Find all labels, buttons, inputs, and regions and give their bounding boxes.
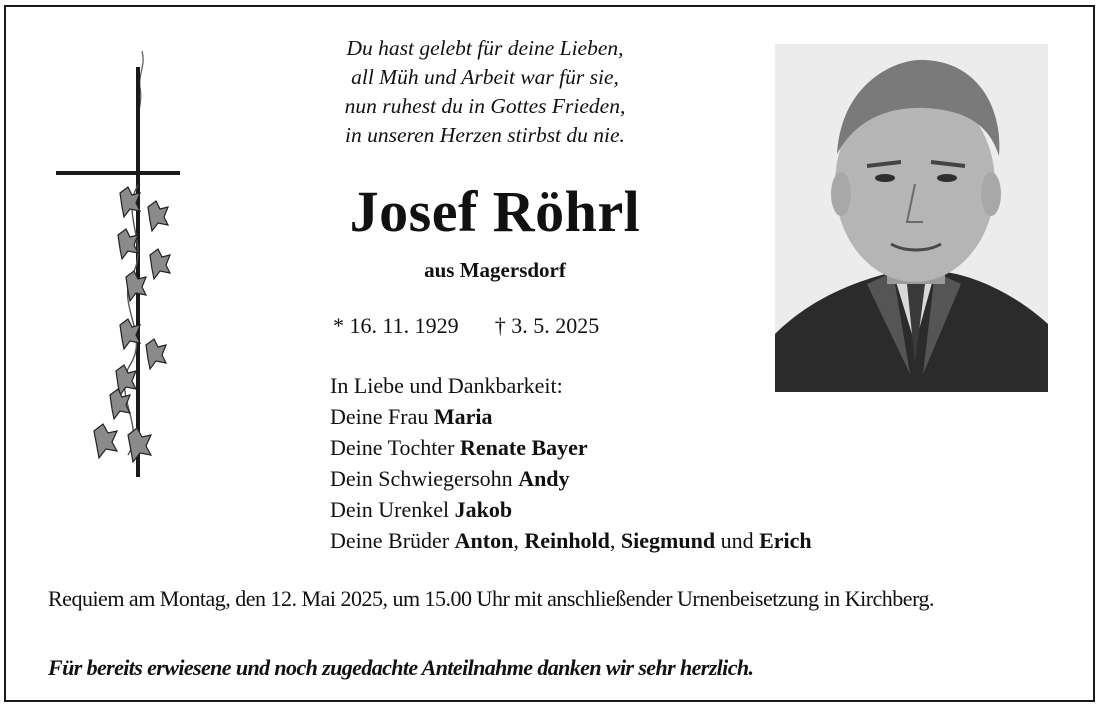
mourners-list — [330, 370, 812, 556]
mourner-great-grandson: Dein Urenkel Jakob — [330, 497, 513, 522]
death-date: † 3. 5. 2025 — [494, 313, 600, 338]
poem — [270, 34, 700, 150]
mourners-intro: In Liebe und Dankbarkeit: — [330, 373, 563, 398]
mourner-daughter: Deine Tochter Renate Bayer — [330, 435, 588, 460]
poem-line: nun ruhest du in Gottes Frieden, — [344, 94, 626, 118]
mourner-name: Siegmund — [620, 528, 716, 553]
life-dates — [333, 312, 599, 340]
mourner-name: Anton — [454, 528, 514, 553]
mourner-name: Renate Bayer — [460, 435, 588, 460]
poem-line: Du hast gelebt für deine Lieben, — [346, 36, 624, 60]
mourner-name: Andy — [518, 466, 570, 491]
portrait-photo — [775, 44, 1048, 392]
mourner-wife: Deine Frau Maria — [330, 404, 493, 429]
mourner-name: Jakob — [454, 497, 513, 522]
mourner-name: Maria — [433, 404, 493, 429]
mourner-brothers: Deine Brüder Anton, Reinhold, Siegmund und Erich — [330, 528, 812, 553]
requiem-notice: Requiem am Montag, den 12. Mai 2025, um 15.00 Uhr mit anschließender Urnenbeisetzung in Kirchberg. — [48, 586, 934, 611]
mourner-son-in-law: Dein Schwiegersohn Andy — [330, 466, 570, 491]
mourner-name: Erich — [759, 528, 812, 553]
deceased-name: Josef Röhrl — [349, 179, 641, 244]
birth-date: * 16. 11. 1929 — [333, 313, 459, 338]
mourner-name: Reinhold — [524, 528, 610, 553]
cross-with-ivy-icon — [50, 45, 180, 485]
poem-line: all Müh und Arbeit war für sie, — [351, 65, 619, 89]
poem-line: in unseren Herzen stirbst du nie. — [345, 123, 625, 147]
deceased-origin: aus Magersdorf — [424, 258, 566, 282]
thanks-note: Für bereits erwiesene und noch zugedachte Anteilnahme danken wir sehr herzlich. — [48, 655, 754, 680]
